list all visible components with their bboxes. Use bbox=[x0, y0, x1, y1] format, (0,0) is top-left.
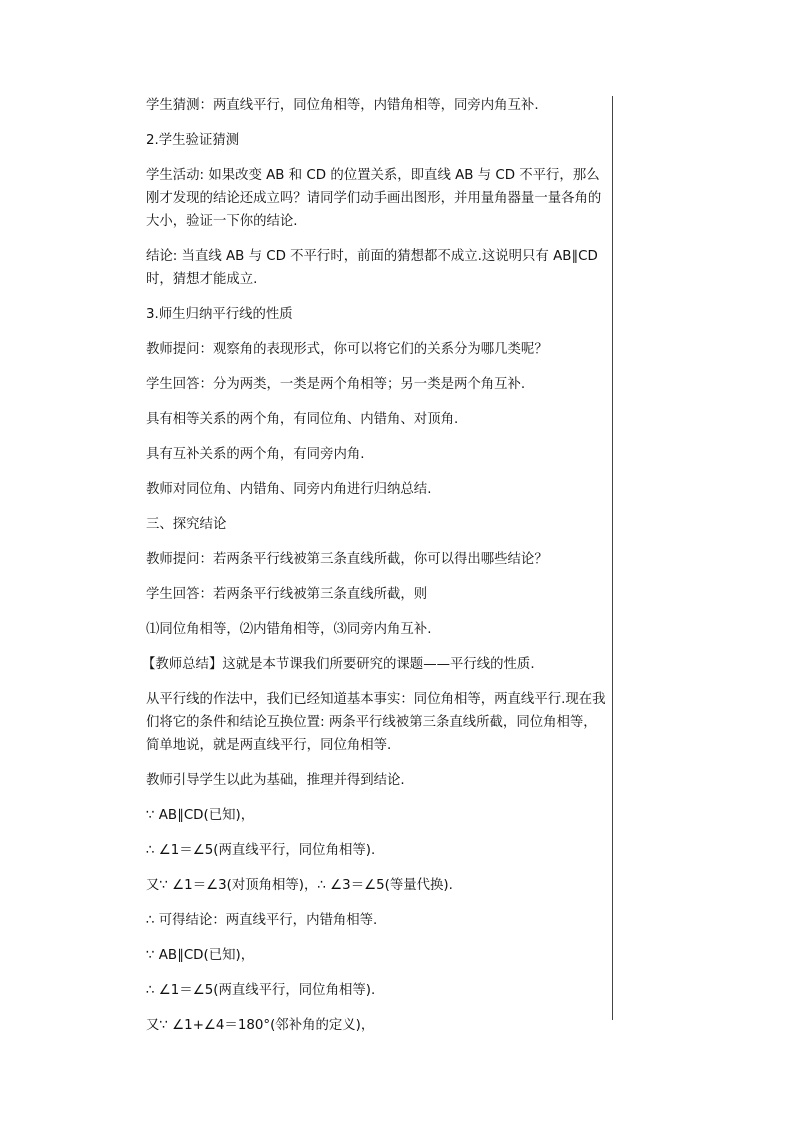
proof-line-6: ∴ ∠1＝∠5(两直线平行，同位角相等). bbox=[146, 983, 376, 998]
paragraph-teacher-question-2: 教师提问：若两条平行线被第三条直线所截，你可以得出哪些结论？ bbox=[146, 552, 548, 567]
proof-line-4: ∴ 可得结论：两直线平行，内错角相等. bbox=[146, 913, 378, 928]
proof-line-2: ∴ ∠1＝∠5(两直线平行，同位角相等). bbox=[146, 843, 376, 858]
paragraph-supplementary-angles: 具有互补关系的两个角，有同旁内角. bbox=[146, 447, 365, 462]
paragraph-equal-angles: 具有相等关系的两个角，有同位角、内错角、对顶角. bbox=[146, 412, 459, 427]
paragraph-conclusion: 结论: 当直线 AB 与 CD 不平行时，前面的猜想都不成立.这说明只有 AB∥CD 时，猜想才能成立. bbox=[146, 249, 598, 287]
paragraph-teacher-total: 【教师总结】这就是本节课我们所要研究的课题——平行线的性质. bbox=[142, 657, 535, 672]
paragraph-basic-fact: 从平行线的作法中，我们已经知道基本事实：同位角相等，两直线平行.现在我们将它的条件和结论互换位置: 两条平行线被第三条直线所截，同位角相等，简单地说，就是两直线平行，同位角相等. bbox=[146, 692, 606, 753]
proof-line-5: ∵ AB∥CD(已知)， bbox=[146, 948, 255, 963]
table-border-line bbox=[612, 96, 613, 1020]
paragraph-teacher-question-1: 教师提问：观察角的表现形式，你可以将它们的关系分为哪几类呢？ bbox=[146, 342, 548, 357]
paragraph-three-conclusions: ⑴同位角相等，⑵内错角相等，⑶同旁内角互补. bbox=[146, 622, 432, 637]
paragraph-teacher-guide: 教师引导学生以此为基础，推理并得到结论. bbox=[146, 773, 405, 788]
paragraph-student-activity: 学生活动: 如果改变 AB 和 CD 的位置关系，即直线 AB 与 CD 不平行，那么刚才发现的结论还成立吗？请同学们动手画出图形，并用量角器量一量各角的大小，验证一下你的结论. bbox=[146, 168, 602, 229]
paragraph-student-guess: 学生猜测：两直线平行，同位角相等，内错角相等，同旁内角互补. bbox=[146, 98, 539, 113]
paragraph-teacher-summary: 教师对同位角、内错角、同旁内角进行归纳总结. bbox=[146, 482, 432, 497]
heading-summarize-properties: 3.师生归纳平行线的性质 bbox=[146, 307, 293, 322]
heading-verify-guess: 2.学生验证猜测 bbox=[146, 133, 240, 148]
paragraph-student-answer-2: 学生回答：若两条平行线被第三条直线所截，则 bbox=[146, 587, 428, 602]
proof-line-1: ∵ AB∥CD(已知)， bbox=[146, 808, 255, 823]
proof-line-7: 又∵ ∠1+∠4＝180°(邻补角的定义)， bbox=[146, 1018, 375, 1033]
lesson-content bbox=[142, 92, 610, 1037]
proof-line-3: 又∵ ∠1＝∠3(对顶角相等)，∴ ∠3＝∠5(等量代换). bbox=[146, 878, 453, 893]
paragraph-student-answer-1: 学生回答：分为两类，一类是两个角相等；另一类是两个角互补. bbox=[146, 377, 526, 392]
heading-explore-conclusion: 三、探究结论 bbox=[146, 517, 227, 532]
